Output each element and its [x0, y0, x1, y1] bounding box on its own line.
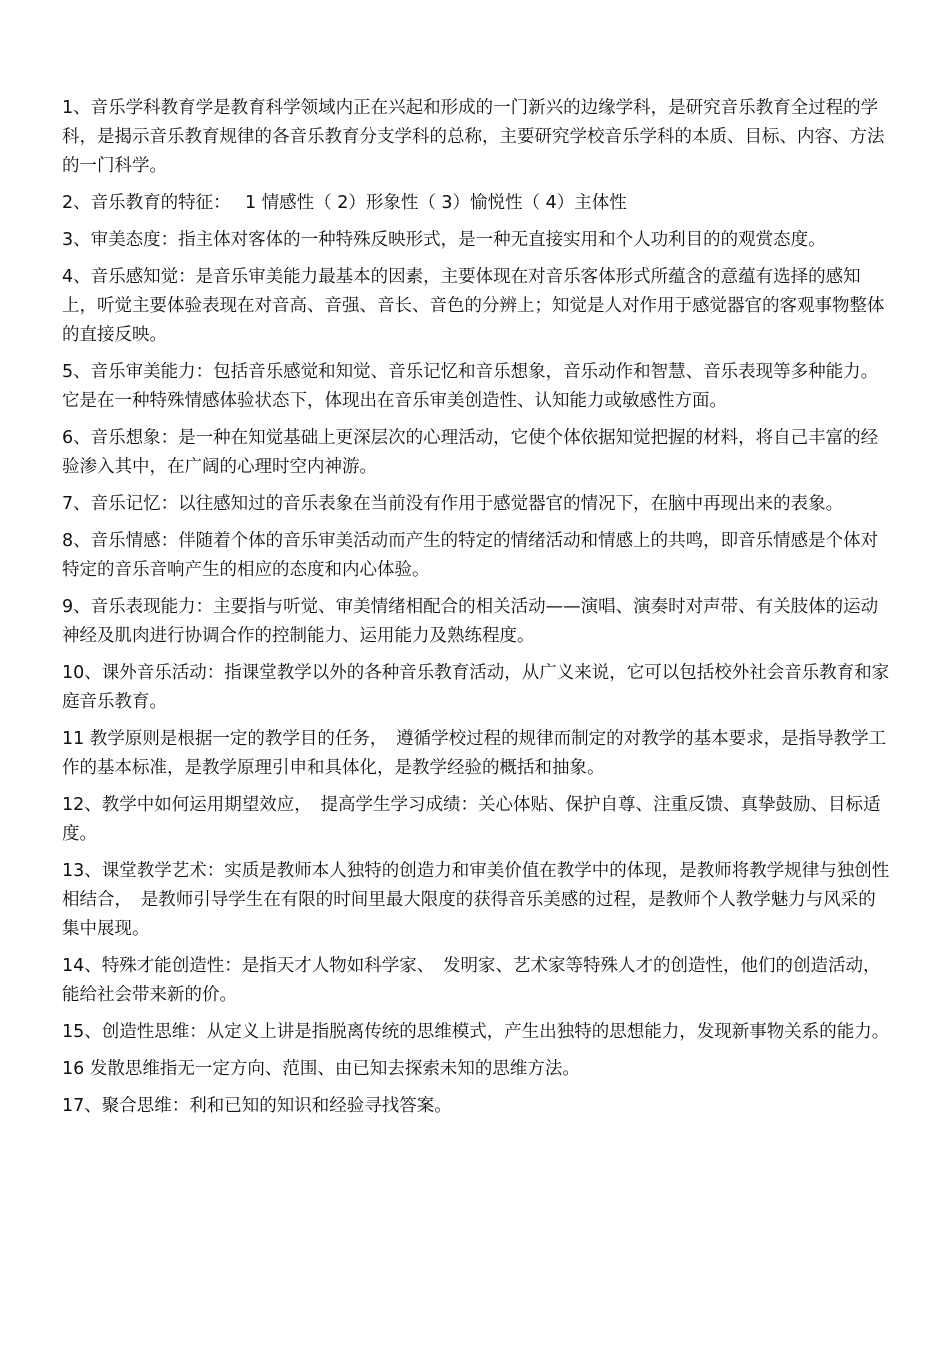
definition-item-14: 14、特殊才能创造性：是指天才人物如科学家、 发明家、艺术家等特殊人才的创造性，他们的创造活动，能给社会带来新的价。 — [62, 956, 881, 1005]
definition-item-10: 10、课外音乐活动：指课堂教学以外的各种音乐教育活动，从广义来说，它可以包括校外社会音乐教育和家庭音乐教育。 — [62, 663, 890, 712]
definition-item-15: 15、创造性思维：从定义上讲是指脱离传统的思维模式，产生出独特的思想能力，发现新事物关系的能力。 — [62, 1022, 890, 1042]
definition-item-12: 12、教学中如何运用期望效应， 提高学生学习成绩：关心体贴、保护自尊、注重反馈、真挚鼓励、目标适度。 — [62, 795, 881, 844]
definition-item-17: 17、聚合思维：利和已知的知识和经验寻找答案。 — [62, 1096, 452, 1116]
definition-item-5: 5、音乐审美能力：包括音乐感觉和知觉、音乐记忆和音乐想象，音乐动作和智慧、音乐表现等多种能力。它是在一种特殊情感体验状态下，体现出在音乐审美创造性、认知能力或敏感性方面。 — [62, 362, 879, 411]
definition-item-16: 16 发散思维指无一定方向、范围、由已知去探索未知的思维方法。 — [62, 1059, 580, 1079]
definition-item-7: 7、音乐记忆：以往感知过的音乐表象在当前没有作用于感觉器官的情况下，在脑中再现出来的表象。 — [62, 494, 844, 514]
definition-item-2: 2、音乐教育的特征： 1 情感性（ 2）形象性（ 3）愉悦性（ 4）主体性 — [62, 193, 627, 213]
definition-item-1: 1、音乐学科教育学是教育科学领域内正在兴起和形成的一门新兴的边缘学科，是研究音乐教育全过程的学科，是揭示音乐教育规律的各音乐教育分支学科的总称，主要研究学校音乐学科的本质、目标、内容、方法的一门科学。 — [62, 98, 885, 176]
definition-item-8: 8、音乐情感：伴随着个体的音乐审美活动而产生的特定的情绪活动和情感上的共鸣，即音乐情感是个体对特定的音乐音响产生的相应的态度和内心体验。 — [62, 531, 879, 580]
definition-item-3: 3、审美态度：指主体对客体的一种特殊反映形式，是一种无直接实用和个人功利目的的观赏态度。 — [62, 230, 826, 250]
document-body — [62, 94, 892, 1129]
definition-item-9: 9、音乐表现能力：主要指与听觉、审美情绪相配合的相关活动——演唱、演奏时对声带、有关肢体的运动神经及肌肉进行协调合作的控制能力、运用能力及熟练程度。 — [62, 597, 879, 646]
definition-item-11: 11 教学原则是根据一定的教学目的任务， 遵循学校过程的规律而制定的对教学的基本要求，是指导教学工作的基本标准，是教学原理引申和具体化，是教学经验的概括和抽象。 — [62, 729, 887, 778]
definition-item-4: 4、音乐感知觉：是音乐审美能力最基本的因素，主要体现在对音乐客体形式所蕴含的意蕴有选择的感知上，听觉主要体验表现在对音高、音强、音长、音色的分辨上；知觉是人对作用于感觉器官的客观事物整体的直接反映。 — [62, 267, 885, 345]
definition-item-6: 6、音乐想象：是一种在知觉基础上更深层次的心理活动，它使个体依据知觉把握的材料，将自己丰富的经验渗入其中，在广阔的心理时空内神游。 — [62, 428, 879, 477]
definition-item-13: 13、课堂教学艺术：实质是教师本人独特的创造力和审美价值在教学中的体现，是教师将教学规律与独创性相结合， 是教师引导学生在有限的时间里最大限度的获得音乐美感的过程，是教师个人教学魅力与风采的集中展现。 — [62, 861, 890, 939]
